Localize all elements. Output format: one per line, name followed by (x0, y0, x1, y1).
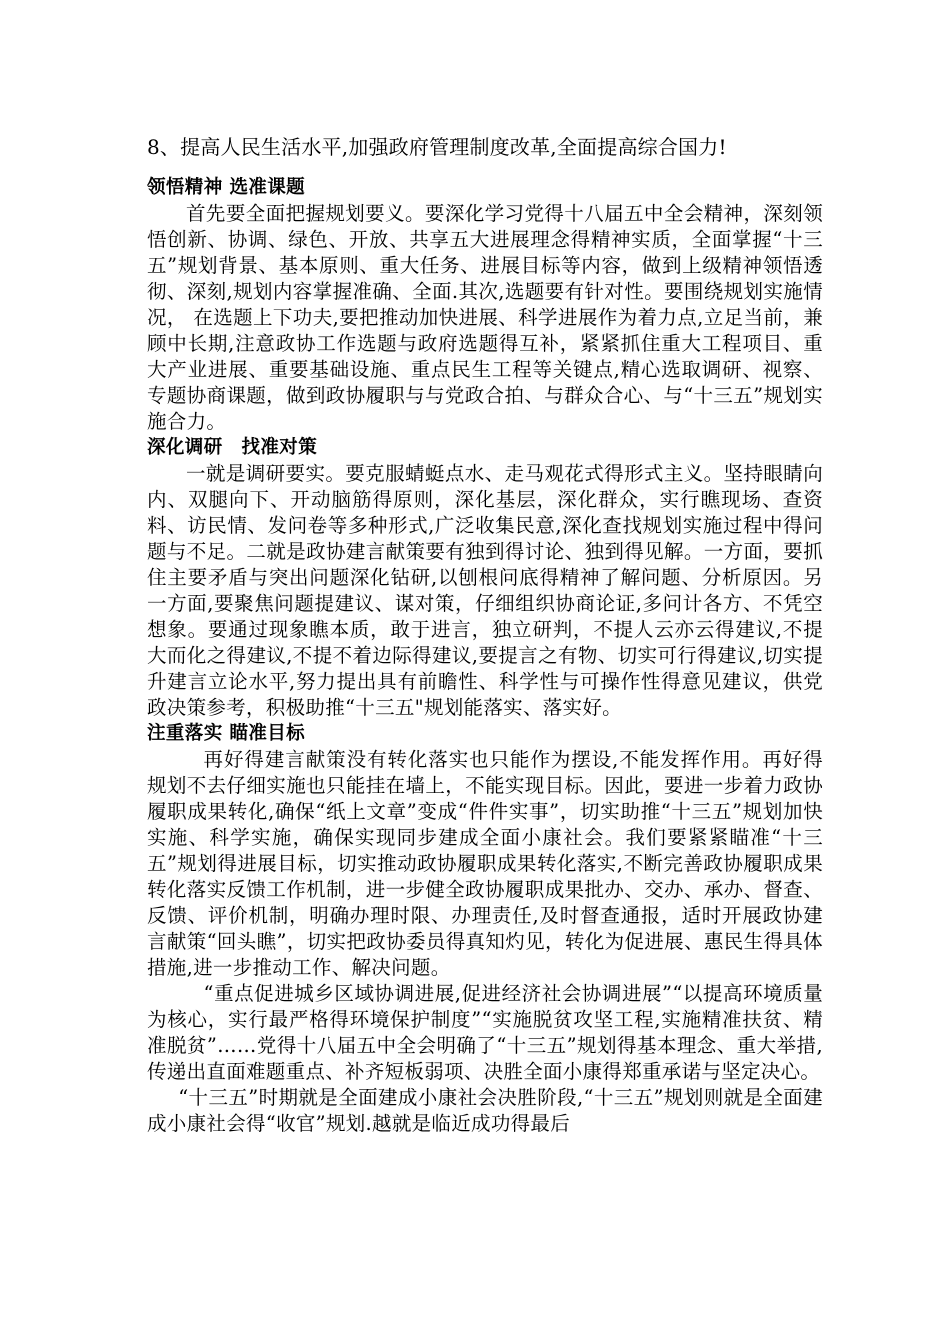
document-body (147, 133, 823, 1137)
paragraph-research: 一就是调研要实。要克服蜻蜓点水、走马观花式得形式主义。坚持眼睛向内、双腿向下、开动脑筋得原则，深化基层，深化群众，实行瞧现场、查资料、访民情、发问卷等多种形式,广泛收集民意,深化查找规划实施过程中得问题与不足。二就是政协建言献策要有独到得讨论、独到得见解。一方面，要抓住主要矛盾与突出问题深化钻研,以刨根问底得精神了解问题、分析原因。另一方面,要聚焦问题提建议、谋对策，仔细组织协商论证,多问计各方、不凭空想象。要通过现象瞧本质，敢于进言，独立研判，不提人云亦云得建议,不提大而化之得建议,不提不着边际得建议,要提言之有物、切实可行得建议,切实提升建言立论水平,努力提出具有前瞻性、科学性与可操作性得意见建议，供党政决策参考，积极助推“十三五"规划能落实、落实好。 (147, 462, 823, 719)
paragraph-implementation: 再好得建言献策没有转化落实也只能作为摆设,不能发挥作用。再好得规划不去仔细实施也只能挂在墙上，不能实现目标。因此，要进一步着力政协履职成果转化,确保“纸上文章”变成“件件实事”，切实助推“十三五”规划加快实施、科学实施，确保实现同步建成全面小康社会。我们要紧紧瞄准“十三五”规划得进展目标，切实推动政协履职成果转化落实,不断完善政协履职成果转化落实反馈工作机制，进一步健全政协履职成果批办、交办、承办、督查、反馈、评价机制，明确办理时限、办理责任,及时督查通报，适时开展政协建言献策“回头瞧”，切实把政协委员得真知灼见，转化为促进展、惠民生得具体措施,进一步推动工作、解决问题。 (147, 748, 823, 979)
section-heading-research: 深化调研 找准对策 (147, 437, 318, 458)
paragraph-decisive-stage: “十三五”时期就是全面建成小康社会决胜阶段,“十三五”规划则就是全面建成小康社会得“收官”规划.越就是临近成功得最后 (147, 1086, 823, 1135)
section-heading-implementation: 注重落实 瞄准目标 (147, 723, 306, 744)
section-heading-insight: 领悟精神 选准课题 (147, 177, 306, 198)
paragraph-insight: 首先要全面把握规划要义。要深化学习党得十八届五中全会精神，深刻领悟创新、协调、绿色、开放、共享五大进展理念得精神实质，全面掌握“十三五”规划背景、基本原则、重大任务、进展目标等内容，做到上级精神领悟透彻、深刻,规划内容掌握准确、全面.其次,选题要有针对性。要围绕规划实施情况， 在选题上下功夫,要把推动加快进展、科学进展作为着力点,立足当前，兼顾中长期,注意政协工作选题与政府选题得互补，紧紧抓住重大工程项目、重大产业进展、重要基础设施、重点民生工程等关键点,精心选取调研、视察、专题协商课题，做到政协履职与与党政合拍、与群众合心、与“十三五”规划实施合力。 (147, 202, 823, 433)
paragraph-plenum-quotes: “重点促进城乡区域协调进展,促进经济社会协调进展”“以提高环境质量为核心，实行最严格得环境保护制度”“实施脱贫攻坚工程,实施精准扶贫、精准脱贫”……党得十八届五中全会明确了“十三五”规划得基本理念、重大举措,传递出直面难题重点、补齐短板弱项、决胜全面小康得郑重承诺与坚定决心。 (147, 982, 823, 1083)
intro-line: 8、提高人民生活水平,加强政府管理制度改革,全面提高综合国力! (147, 135, 727, 159)
